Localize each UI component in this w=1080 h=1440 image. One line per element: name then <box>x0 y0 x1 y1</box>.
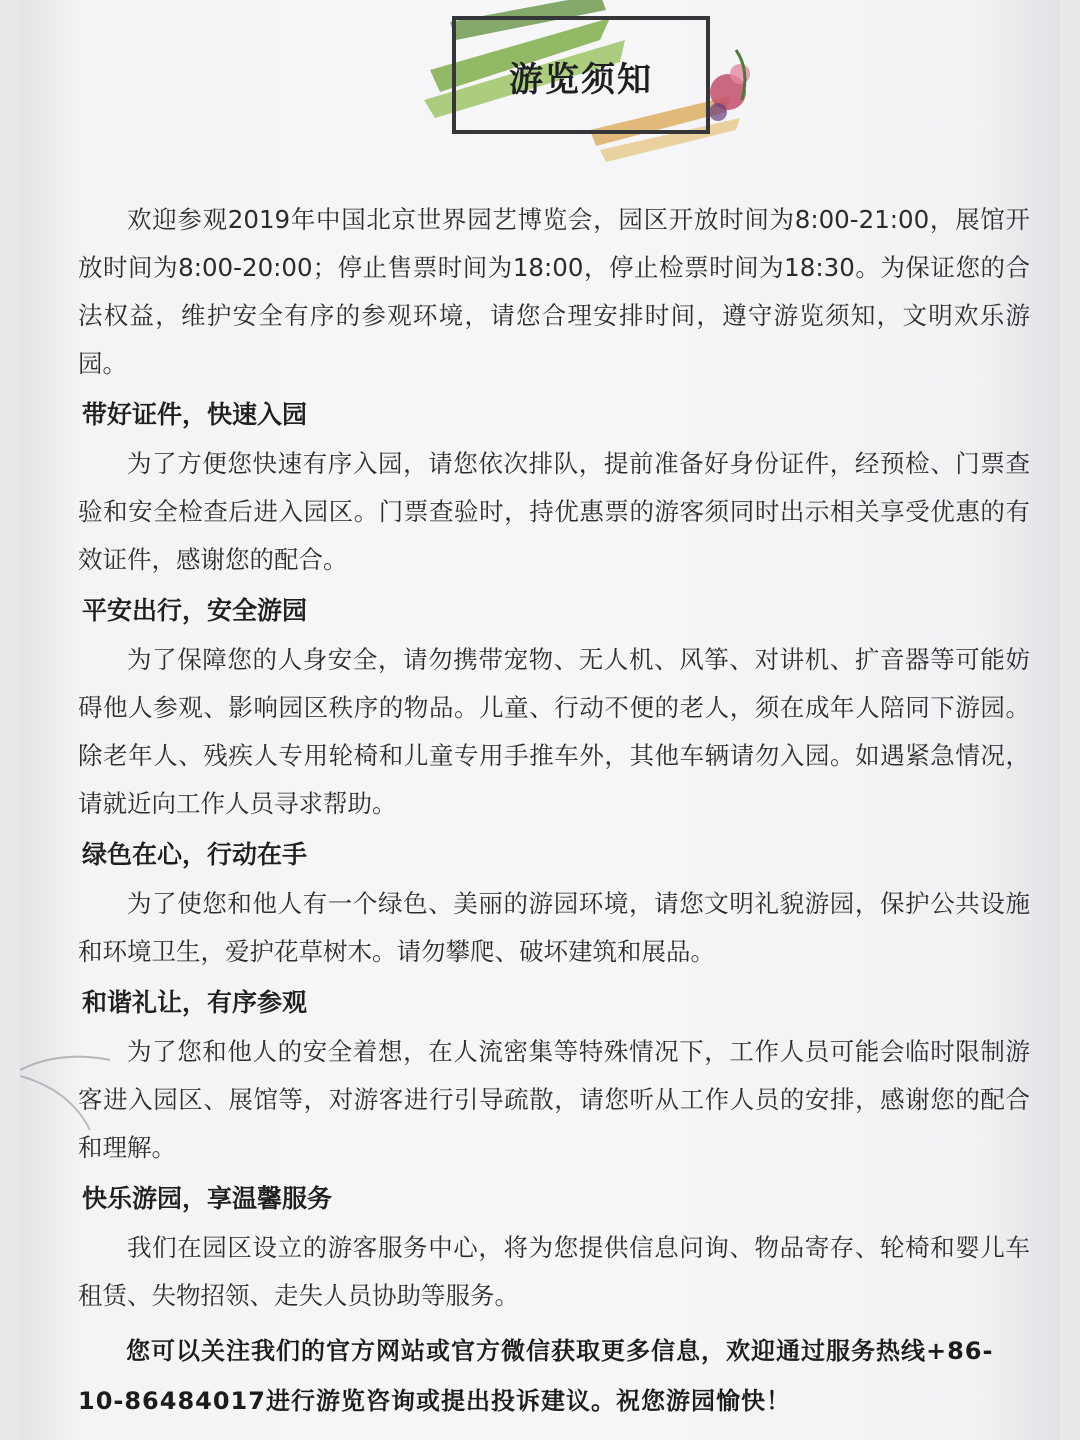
intro-paragraph: 欢迎参观2019年中国北京世界园艺博览会，园区开放时间为8:00-21:00，展馆开放时间为8:00-20:00；停止售票时间为18:00，停止检票时间为18:30。为保证您的合法权益，维护安全有序的参观环境，请您合理安排时间，遵守游览须知，文明欢乐游园。 <box>78 205 1030 378</box>
section-body-documents: 为了方便您快速有序入园，请您依次排队，提前准备好身份证件，经预检、门票查验和安全检查后进入园区。门票查验时，持优惠票的游客须同时出示相关享受优惠的有效证件，感谢您的配合。 <box>78 449 1030 574</box>
section-body-service: 我们在园区设立的游客服务中心，将为您提供信息问询、物品寄存、轮椅和婴儿车租赁、失物招领、走失人员协助等服务。 <box>78 1233 1030 1310</box>
section-body-safety: 为了保障您的人身安全，请勿携带宠物、无人机、风筝、对讲机、扩音器等可能妨碍他人参观、影响园区秩序的物品。儿童、行动不便的老人，须在成年人陪同下游园。除老年人、残疾人专用轮椅和儿童专用手推车外，其他车辆请勿入园。如遇紧急情况，请就近向工作人员寻求帮助。 <box>78 645 1030 818</box>
section-heading-documents: 带好证件，快速入园 <box>82 400 308 429</box>
closing-paragraph: 您可以关注我们的官方网站或官方微信获取更多信息，欢迎通过服务热线+86-10-86484017进行游览咨询或提出投诉建议。祝您游园愉快！ <box>78 1337 994 1415</box>
section-heading-order: 和谐礼让，有序参观 <box>82 988 308 1017</box>
notice-sheet <box>20 0 1060 1440</box>
section-heading-service: 快乐游园，享温馨服务 <box>82 1184 333 1213</box>
section-body-order: 为了您和他人的安全着想，在人流密集等特殊情况下，工作人员可能会临时限制游客进入园区、展馆等，对游客进行引导疏散，请您听从工作人员的安排，感谢您的配合和理解。 <box>78 1037 1030 1162</box>
notice-title: 游览须知 <box>509 60 653 100</box>
section-heading-green: 绿色在心，行动在手 <box>82 840 308 869</box>
section-body-green: 为了使您和他人有一个绿色、美丽的游园环境，请您文明礼貌游园，保护公共设施和环境卫生，爱护花草树木。请勿攀爬、破坏建筑和展品。 <box>78 889 1030 966</box>
section-heading-safety: 平安出行，安全游园 <box>82 596 308 625</box>
notice-content <box>78 196 1030 1426</box>
